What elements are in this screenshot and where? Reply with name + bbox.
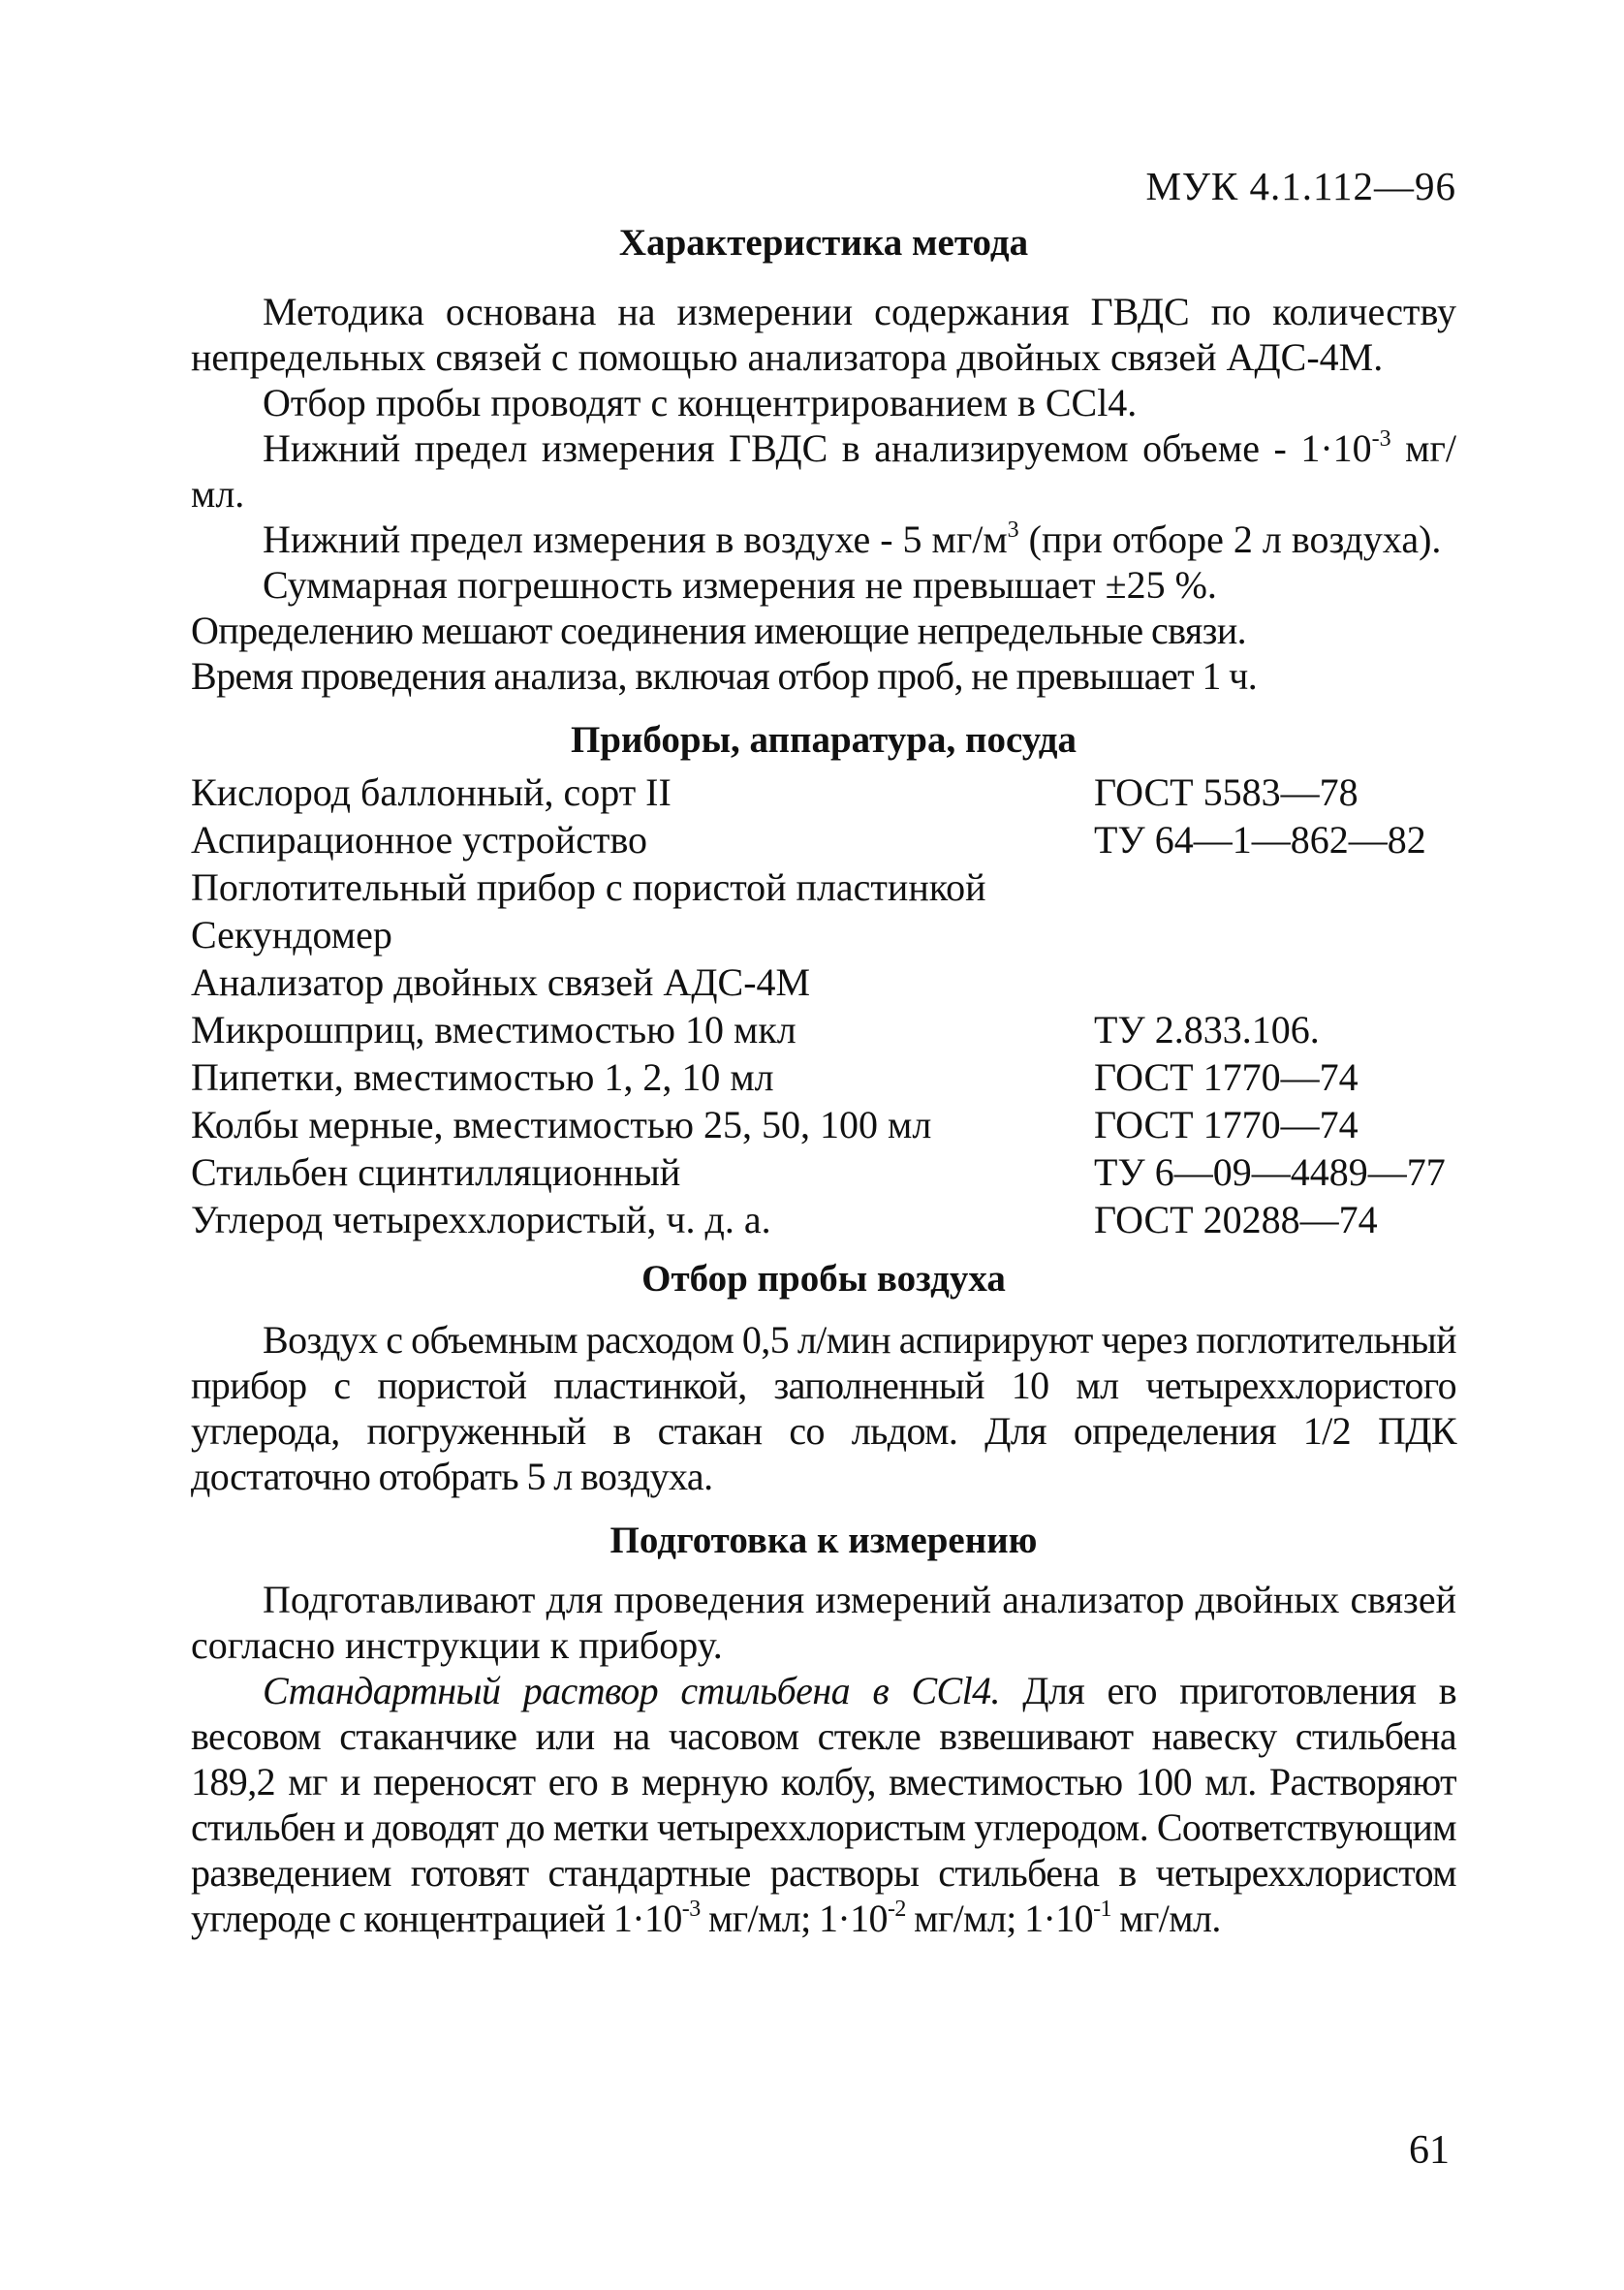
- equipment-name: Кислород баллонный, сорт II: [191, 770, 671, 814]
- equipment-standard: [1094, 911, 1456, 958]
- list-item: [191, 1148, 1456, 1196]
- text-fragment: мг/мл; 1·10: [700, 1897, 888, 1940]
- list-item: [191, 1006, 1456, 1053]
- equipment-name: Пипетки, вместимостью 1, 2, 10 мл: [191, 1055, 774, 1099]
- equipment-standard: [1094, 958, 1456, 1006]
- page-number: 61: [1409, 2128, 1450, 2173]
- equipment-name: Секундомер: [191, 913, 392, 957]
- section-heading-method-characteristics: Характеристика метода: [618, 222, 1029, 264]
- list-item: [191, 911, 1456, 958]
- text-fragment: Нижний предел измерения ГВДС в анализируемом объеме - 1·10: [263, 426, 1372, 470]
- equipment-name: Поглотительный прибор с пористой пластинкой: [191, 865, 986, 909]
- paragraph-standard-solution: [191, 1668, 1456, 1941]
- paragraph-method-basis: Методика основана на измерении содержания ГВДС по количеству непредельных связей с помощью анализатора двойных связей АДС-4М.: [191, 290, 1456, 379]
- equipment-standard: ТУ 64—1—862—82: [1094, 818, 1426, 862]
- list-item: [191, 1196, 1456, 1243]
- section-heading-air-sampling: Отбор пробы воздуха: [641, 1258, 1006, 1300]
- list-item: [191, 1101, 1456, 1148]
- page-body: [191, 145, 1456, 1941]
- equipment-standard: ТУ 6—09—4489—77: [1094, 1150, 1446, 1194]
- list-item: [191, 958, 1456, 1006]
- paragraph-sampling-concentration: Отбор пробы проводят с концентрированием в CCl4.: [263, 381, 1138, 424]
- equipment-standard: ГОСТ 1770—74: [1094, 1055, 1359, 1099]
- equipment-name: Микрошприц, вместимостью 10 мкл: [191, 1008, 796, 1051]
- equipment-name: Анализатор двойных связей АДС-4М: [191, 960, 811, 1004]
- paragraph-interference: Определению мешают соединения имеющие непредельные связи.: [191, 609, 1247, 652]
- superscript: -3: [681, 1897, 701, 1922]
- paragraph-total-error: Суммарная погрешность измерения не превышает ±25 %.: [263, 563, 1217, 607]
- equipment-name: Углерод четыреххлористый, ч. д. а.: [191, 1198, 771, 1241]
- text-fragment: мг/мл.: [1110, 1897, 1221, 1940]
- equipment-name: Аспирационное устройство: [191, 818, 648, 862]
- paragraph-analysis-time: Время проведения анализа, включая отбор проб, не превышает 1 ч.: [191, 654, 1258, 698]
- equipment-standard: ТУ 2.833.106.: [1094, 1008, 1320, 1051]
- equipment-standard: ГОСТ 1770—74: [1094, 1103, 1359, 1146]
- text-fragment: Нижний предел измерения в воздухе - 5 мг/м: [263, 518, 1008, 561]
- section-heading-equipment: Приборы, аппаратура, посуда: [570, 719, 1077, 761]
- paragraph-air-sampling: Воздух с объемным расходом 0,5 л/мин аспирируют через поглотительный прибор с пористой пластинкой, заполненный 10 мл четыреххлористого углерода, погруженный в стакан со льдом. Для определения 1/2 ПДК достаточно отобрать 5 л воздуха.: [191, 1318, 1456, 1498]
- equipment-name: Стильбен сцинтилляционный: [191, 1150, 681, 1194]
- equipment-standard: [1094, 863, 1456, 911]
- list-item: [191, 769, 1456, 816]
- superscript: -2: [887, 1897, 906, 1922]
- text-fragment: мг/мл; 1·10: [905, 1897, 1094, 1940]
- equipment-standard: ГОСТ 5583—78: [1094, 770, 1359, 814]
- superscript: -3: [1371, 426, 1391, 452]
- text-fragment: мг/мл.: [191, 426, 1456, 516]
- paragraph-analyzer-preparation: Подготавливают для проведения измерений анализатор двойных связей согласно инструкции к прибору.: [191, 1578, 1456, 1667]
- subheading-standard-solution: Стандартный раствор стильбена в CCl4.: [263, 1669, 1000, 1712]
- text-fragment: Для его приготовления в весовом стаканчике или на часовом стекле взвешивают навеску стильбена 189,2 мг и переносят его в мерную колбу, вместимостью 100 мл. Растворяют стильбен и доводят до метки четыреххлористым углеродом. Соответствующим разведением готовят стандартные растворы стильбена в четыреххлористом углероде с концентрацией 1·10: [191, 1669, 1456, 1940]
- equipment-name: Колбы мерные, вместимостью 25, 50, 100 мл: [191, 1103, 932, 1146]
- paragraph-lower-limit-volume: [191, 425, 1456, 517]
- superscript: -1: [1093, 1897, 1111, 1922]
- list-item: [191, 816, 1456, 863]
- document-code: МУК 4.1.112—96: [1145, 164, 1456, 208]
- list-item: [191, 863, 1456, 911]
- text-fragment: (при отборе 2 л воздуха).: [1018, 518, 1442, 561]
- equipment-list: [191, 769, 1456, 1243]
- superscript: 3: [1007, 518, 1019, 543]
- section-heading-measurement-preparation: Подготовка к измерению: [609, 1520, 1038, 1561]
- paragraph-lower-limit-air: [191, 517, 1456, 562]
- equipment-standard: ГОСТ 20288—74: [1094, 1198, 1378, 1241]
- list-item: [191, 1053, 1456, 1101]
